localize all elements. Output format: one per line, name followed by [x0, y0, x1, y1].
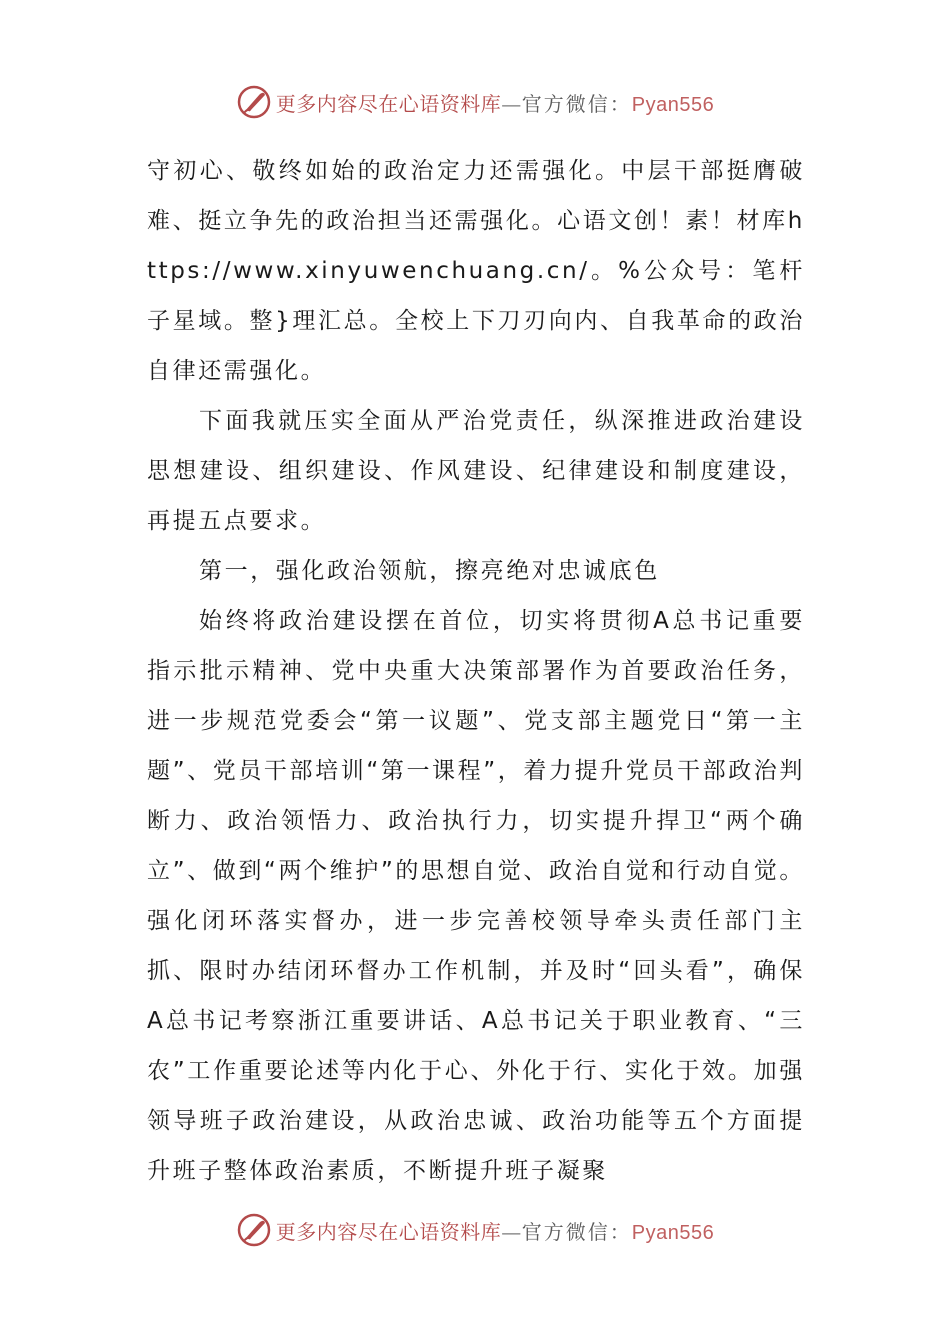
footer-wechat-id: Pyan556 [631, 1221, 715, 1244]
footer-site-text: 更多内容尽在心语资料库 [275, 1219, 502, 1244]
quill-logo-icon [236, 1212, 272, 1248]
header-wechat-id: Pyan556 [631, 93, 715, 116]
paragraph-intro: 下面我就压实全面从严治党责任，纵深推进政治建设思想建设、组织建设、作风建设、纪律建设和制度建设，再提五点要求。 [147, 408, 805, 534]
footer-official-text: 官方微信： [521, 1219, 632, 1244]
footer-dash: — [501, 1219, 522, 1244]
header-site-text: 更多内容尽在心语资料库 [275, 91, 502, 116]
quill-logo-icon [236, 84, 272, 120]
header-watermark-banner [0, 82, 950, 122]
footer-watermark-banner [0, 1210, 950, 1250]
header-dash: — [501, 91, 522, 116]
paragraph-section-body: 始终将政治建设摆在首位，切实将贯彻A总书记重要指示批示精神、党中央重大决策部署作为首要政治任务，进一步规范党委会“第一议题”、党支部主题党日“第一主题”、党员干部培训“第一课程”，着力提升党员干部政治判断力、政治领悟力、政治执行力，切实提升捍卫“两个确立”、做到“两个维护”的思想自觉、政治自觉和行动自觉。强化闭环落实督办，进一步完善校领导牵头责任部门主抓、限时办结闭环督办工作机制，并及时“回头看”，确保A总书记考察浙江重要讲话、A总书记关于职业教育、“三农”工作重要论述等内化于心、外化于行、实化于效。加强领导班子政治建设，从政治忠诚、政治功能等五个方面提升班子整体政治素质，不断提升班子凝聚 [147, 608, 805, 1184]
section-heading: 第一，强化政治领航，擦亮绝对忠诚底色 [199, 558, 660, 584]
header-official-text: 官方微信： [521, 91, 632, 116]
paragraph-continued: 守初心、敬终如始的政治定力还需强化。中层干部挺膺破难、挺立争先的政治担当还需强化。心语文创！素！材库https://www.xinyuwenchuang.cn/。%公众号：笔杆子星域。整}理汇总。全校上下刀刃向内、自我革命的政治自律还需强化。 [147, 158, 805, 384]
header-banner-text [276, 88, 714, 117]
footer-banner-text [276, 1216, 714, 1245]
document-body [147, 146, 805, 1196]
